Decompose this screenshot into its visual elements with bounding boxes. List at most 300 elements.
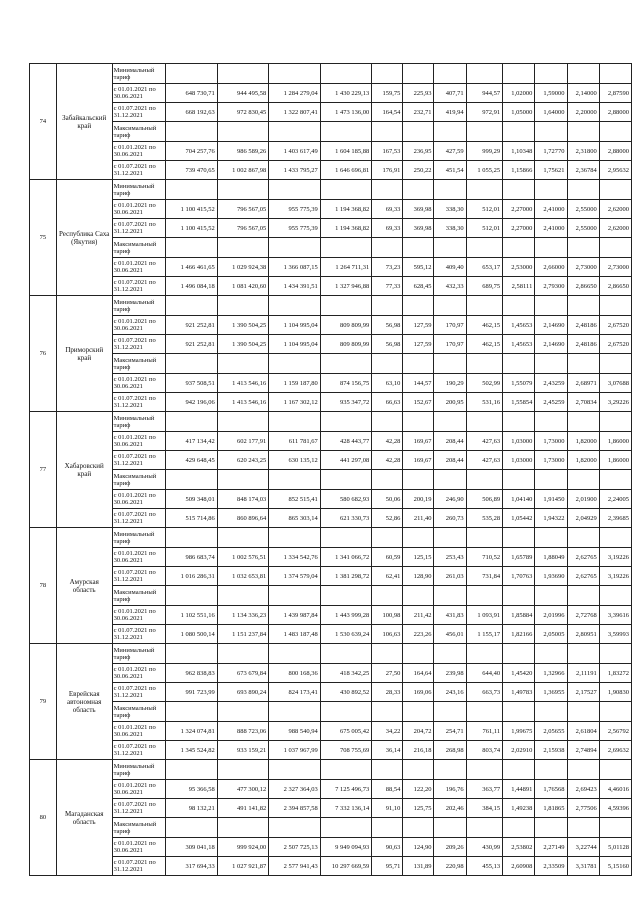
empty-cell: [372, 760, 403, 780]
empty-cell: [372, 64, 403, 84]
value-cell: 418 342,25: [320, 664, 372, 683]
value-cell: 972,91: [466, 103, 502, 122]
empty-cell: [535, 64, 567, 84]
value-cell: 4,46016: [599, 780, 631, 799]
value-cell: 803,74: [466, 741, 502, 760]
value-cell: 2,53000: [503, 258, 535, 277]
value-cell: 127,59: [403, 316, 434, 335]
empty-cell: [503, 238, 535, 258]
value-cell: 1 483 187,48: [269, 625, 321, 644]
empty-cell: [166, 238, 218, 258]
value-cell: 1 443 999,28: [320, 606, 372, 625]
period-label: с 01.07.2021 по 31.12.2021: [112, 161, 166, 180]
tariff-header-row: [30, 296, 632, 316]
value-cell: 1 055,25: [466, 161, 502, 180]
row-number: 74: [30, 64, 57, 180]
empty-cell: [403, 296, 434, 316]
empty-cell: [372, 354, 403, 374]
value-cell: 56,98: [372, 316, 403, 335]
empty-cell: [403, 470, 434, 490]
value-cell: 73,23: [372, 258, 403, 277]
empty-cell: [403, 180, 434, 200]
value-cell: 144,57: [403, 374, 434, 393]
empty-cell: [320, 122, 372, 142]
empty-cell: [269, 470, 321, 490]
empty-cell: [217, 818, 269, 838]
empty-cell: [503, 412, 535, 432]
value-cell: 1 322 807,41: [269, 103, 321, 122]
value-cell: 239,98: [434, 664, 466, 683]
value-cell: 441 297,08: [320, 451, 372, 470]
value-cell: 986 589,26: [217, 142, 269, 161]
value-cell: 1,82166: [503, 625, 535, 644]
value-cell: 1,49783: [503, 683, 535, 702]
value-cell: 944 495,58: [217, 84, 269, 103]
table-row: [30, 277, 632, 296]
value-cell: 1,91450: [535, 490, 567, 509]
period-label: с 01.01.2021 по 30.06.2021: [112, 142, 166, 161]
value-cell: 1 037 967,99: [269, 741, 321, 760]
empty-cell: [434, 122, 466, 142]
value-cell: 1 390 504,25: [217, 316, 269, 335]
value-cell: 170,97: [434, 316, 466, 335]
value-cell: 268,98: [434, 741, 466, 760]
value-cell: 2,73000: [567, 258, 599, 277]
empty-cell: [166, 470, 218, 490]
value-cell: 369,98: [403, 219, 434, 238]
value-cell: 988 540,94: [269, 722, 321, 741]
value-cell: 1,59000: [535, 84, 567, 103]
value-cell: 477 300,12: [217, 780, 269, 799]
value-cell: 208,44: [434, 432, 466, 451]
region-name: Приморский край: [56, 296, 112, 412]
period-label: с 01.01.2021 по 30.06.2021: [112, 722, 166, 741]
value-cell: 933 159,21: [217, 741, 269, 760]
empty-cell: [217, 470, 269, 490]
value-cell: 935 347,72: [320, 393, 372, 412]
empty-cell: [434, 760, 466, 780]
value-cell: 202,46: [434, 799, 466, 818]
empty-cell: [466, 586, 502, 606]
value-cell: 955 775,39: [269, 200, 321, 219]
empty-cell: [434, 702, 466, 722]
empty-cell: [599, 64, 631, 84]
value-cell: 2,20000: [567, 103, 599, 122]
value-cell: 2,74894: [567, 741, 599, 760]
empty-cell: [269, 296, 321, 316]
value-cell: 710,52: [466, 548, 502, 567]
value-cell: 176,91: [372, 161, 403, 180]
tariff-table: [29, 63, 632, 876]
period-label: с 01.01.2021 по 30.06.2021: [112, 316, 166, 335]
empty-cell: [269, 412, 321, 432]
empty-cell: [503, 818, 535, 838]
empty-cell: [372, 238, 403, 258]
value-cell: 2,01900: [567, 490, 599, 509]
value-cell: 225,93: [403, 84, 434, 103]
value-cell: 689,75: [466, 277, 502, 296]
value-cell: 62,41: [372, 567, 403, 586]
value-cell: 338,30: [434, 200, 466, 219]
region-name: Забайкальский край: [56, 64, 112, 180]
value-cell: 223,26: [403, 625, 434, 644]
value-cell: 1 081 420,60: [217, 277, 269, 296]
table-row: [30, 722, 632, 741]
region-name: Магаданская область: [56, 760, 112, 876]
value-cell: 668 192,63: [166, 103, 218, 122]
value-cell: 663,73: [466, 683, 502, 702]
value-cell: 630 135,12: [269, 451, 321, 470]
period-label: с 01.07.2021 по 31.12.2021: [112, 335, 166, 354]
value-cell: 2,36784: [567, 161, 599, 180]
empty-cell: [320, 818, 372, 838]
value-cell: 1 002 867,98: [217, 161, 269, 180]
empty-cell: [320, 64, 372, 84]
table-row: [30, 606, 632, 625]
empty-cell: [217, 528, 269, 548]
value-cell: 1 413 546,16: [217, 374, 269, 393]
empty-cell: [403, 818, 434, 838]
period-label: с 01.01.2021 по 30.06.2021: [112, 548, 166, 567]
value-cell: 232,71: [403, 103, 434, 122]
period-label: с 01.07.2021 по 31.12.2021: [112, 393, 166, 412]
empty-cell: [535, 354, 567, 374]
value-cell: 128,90: [403, 567, 434, 586]
value-cell: 1,55079: [503, 374, 535, 393]
empty-cell: [434, 528, 466, 548]
value-cell: 1 345 524,82: [166, 741, 218, 760]
value-cell: 2,39685: [599, 509, 631, 528]
value-cell: 944,57: [466, 84, 502, 103]
empty-cell: [466, 354, 502, 374]
empty-cell: [403, 238, 434, 258]
value-cell: 796 567,05: [217, 200, 269, 219]
table-row: [30, 857, 632, 876]
value-cell: 462,15: [466, 316, 502, 335]
empty-cell: [372, 818, 403, 838]
empty-cell: [403, 528, 434, 548]
value-cell: 1,70763: [503, 567, 535, 586]
empty-cell: [166, 64, 218, 84]
value-cell: 131,89: [403, 857, 434, 876]
table-row: [30, 451, 632, 470]
empty-cell: [166, 818, 218, 838]
table-row: [30, 316, 632, 335]
value-cell: 167,53: [372, 142, 403, 161]
tariff-type-label: Минимальный тариф: [112, 296, 166, 316]
value-cell: 2,41000: [535, 219, 567, 238]
tariff-type-label: Минимальный тариф: [112, 180, 166, 200]
value-cell: 1,05000: [503, 103, 535, 122]
empty-cell: [567, 180, 599, 200]
value-cell: 169,67: [403, 451, 434, 470]
value-cell: 91,10: [372, 799, 403, 818]
empty-cell: [372, 644, 403, 664]
period-label: с 01.07.2021 по 31.12.2021: [112, 509, 166, 528]
value-cell: 462,15: [466, 335, 502, 354]
value-cell: 456,01: [434, 625, 466, 644]
value-cell: 384,15: [466, 799, 502, 818]
empty-cell: [434, 180, 466, 200]
value-cell: 3,22744: [567, 838, 599, 857]
period-label: с 01.01.2021 по 30.06.2021: [112, 490, 166, 509]
value-cell: 865 303,14: [269, 509, 321, 528]
value-cell: 455,13: [466, 857, 502, 876]
value-cell: 34,22: [372, 722, 403, 741]
value-cell: 2,48186: [567, 316, 599, 335]
value-cell: 27,50: [372, 664, 403, 683]
empty-cell: [599, 818, 631, 838]
value-cell: 2,14690: [535, 316, 567, 335]
empty-cell: [567, 238, 599, 258]
value-cell: 1 439 987,84: [269, 606, 321, 625]
value-cell: 66,63: [372, 393, 403, 412]
value-cell: 1 159 187,80: [269, 374, 321, 393]
value-cell: 429 648,45: [166, 451, 218, 470]
table-row: [30, 780, 632, 799]
empty-cell: [320, 644, 372, 664]
value-cell: 427,63: [466, 451, 502, 470]
region-name: Хабаровский край: [56, 412, 112, 528]
table-row: [30, 548, 632, 567]
region-name: Амурская область: [56, 528, 112, 644]
empty-cell: [599, 238, 631, 258]
value-cell: 2,88000: [599, 103, 631, 122]
value-cell: 693 890,24: [217, 683, 269, 702]
tariff-type-label: Максимальный тариф: [112, 238, 166, 258]
empty-cell: [320, 180, 372, 200]
table-row: [30, 625, 632, 644]
value-cell: 512,01: [466, 219, 502, 238]
tariff-header-row: [30, 818, 632, 838]
value-cell: 56,98: [372, 335, 403, 354]
value-cell: 88,54: [372, 780, 403, 799]
value-cell: 972 830,45: [217, 103, 269, 122]
value-cell: 2,02910: [503, 741, 535, 760]
value-cell: 2,72768: [567, 606, 599, 625]
value-cell: 95 366,58: [166, 780, 218, 799]
empty-cell: [503, 528, 535, 548]
region-name: Республика Саха (Якутия): [56, 180, 112, 296]
empty-cell: [466, 180, 502, 200]
period-label: с 01.01.2021 по 30.06.2021: [112, 606, 166, 625]
region-name: Еврейская автономная область: [56, 644, 112, 760]
value-cell: 125,15: [403, 548, 434, 567]
value-cell: 2,58111: [503, 277, 535, 296]
empty-cell: [320, 586, 372, 606]
empty-cell: [567, 760, 599, 780]
empty-cell: [320, 296, 372, 316]
value-cell: 2,80951: [567, 625, 599, 644]
value-cell: 1,86000: [599, 451, 631, 470]
empty-cell: [567, 412, 599, 432]
empty-cell: [434, 412, 466, 432]
empty-cell: [217, 412, 269, 432]
value-cell: 2,86650: [599, 277, 631, 296]
empty-cell: [217, 238, 269, 258]
value-cell: 2,86650: [567, 277, 599, 296]
value-cell: 1,93690: [535, 567, 567, 586]
value-cell: 10 297 669,59: [320, 857, 372, 876]
empty-cell: [320, 412, 372, 432]
value-cell: 363,77: [466, 780, 502, 799]
value-cell: 1,45653: [503, 335, 535, 354]
empty-cell: [567, 586, 599, 606]
value-cell: 955 775,39: [269, 219, 321, 238]
table-row: [30, 103, 632, 122]
value-cell: 2 507 725,13: [269, 838, 321, 857]
value-cell: 653,17: [466, 258, 502, 277]
empty-cell: [320, 528, 372, 548]
empty-cell: [535, 818, 567, 838]
value-cell: 1 002 576,51: [217, 548, 269, 567]
value-cell: 1 604 185,88: [320, 142, 372, 161]
value-cell: 1,72770: [535, 142, 567, 161]
empty-cell: [434, 644, 466, 664]
value-cell: 2,43259: [535, 374, 567, 393]
empty-cell: [269, 180, 321, 200]
value-cell: 419,94: [434, 103, 466, 122]
tariff-type-label: Максимальный тариф: [112, 702, 166, 722]
empty-cell: [599, 470, 631, 490]
value-cell: 451,54: [434, 161, 466, 180]
value-cell: 1 264 711,31: [320, 258, 372, 277]
value-cell: 512,01: [466, 200, 502, 219]
empty-cell: [599, 760, 631, 780]
empty-cell: [599, 296, 631, 316]
value-cell: 595,12: [403, 258, 434, 277]
value-cell: 1,36955: [535, 683, 567, 702]
empty-cell: [403, 64, 434, 84]
value-cell: 1 151 237,84: [217, 625, 269, 644]
value-cell: 2,69423: [567, 780, 599, 799]
value-cell: 407,71: [434, 84, 466, 103]
value-cell: 3,31781: [567, 857, 599, 876]
value-cell: 1 466 461,65: [166, 258, 218, 277]
value-cell: 2,87590: [599, 84, 631, 103]
table-row: [30, 84, 632, 103]
period-label: с 01.01.2021 по 30.06.2021: [112, 664, 166, 683]
period-label: с 01.01.2021 по 30.06.2021: [112, 432, 166, 451]
empty-cell: [503, 296, 535, 316]
value-cell: 2,67520: [599, 335, 631, 354]
value-cell: 1 093,91: [466, 606, 502, 625]
value-cell: 430 892,52: [320, 683, 372, 702]
empty-cell: [166, 180, 218, 200]
value-cell: 127,59: [403, 335, 434, 354]
empty-cell: [599, 702, 631, 722]
empty-cell: [217, 760, 269, 780]
value-cell: 124,90: [403, 838, 434, 857]
value-cell: 848 174,03: [217, 490, 269, 509]
value-cell: 1 194 368,82: [320, 219, 372, 238]
value-cell: 204,72: [403, 722, 434, 741]
table-row: [30, 374, 632, 393]
value-cell: 63,10: [372, 374, 403, 393]
value-cell: 1,49238: [503, 799, 535, 818]
value-cell: 1 430 229,13: [320, 84, 372, 103]
value-cell: 317 694,33: [166, 857, 218, 876]
value-cell: 708 755,69: [320, 741, 372, 760]
empty-cell: [403, 702, 434, 722]
empty-cell: [269, 586, 321, 606]
empty-cell: [166, 586, 218, 606]
row-number: 80: [30, 760, 57, 876]
value-cell: 2,62000: [599, 219, 631, 238]
empty-cell: [434, 586, 466, 606]
value-cell: 1,88049: [535, 548, 567, 567]
value-cell: 9 949 094,93: [320, 838, 372, 857]
empty-cell: [217, 122, 269, 142]
tariff-type-label: Минимальный тариф: [112, 644, 166, 664]
value-cell: 1 366 087,15: [269, 258, 321, 277]
empty-cell: [599, 354, 631, 374]
empty-cell: [434, 818, 466, 838]
empty-cell: [599, 528, 631, 548]
value-cell: 1,94322: [535, 509, 567, 528]
empty-cell: [269, 64, 321, 84]
value-cell: 2,15938: [535, 741, 567, 760]
value-cell: 250,22: [403, 161, 434, 180]
empty-cell: [217, 586, 269, 606]
value-cell: 200,19: [403, 490, 434, 509]
value-cell: 211,42: [403, 606, 434, 625]
period-label: с 01.01.2021 по 30.06.2021: [112, 258, 166, 277]
tariff-header-row: [30, 644, 632, 664]
value-cell: 2,14690: [535, 335, 567, 354]
value-cell: 7 125 496,73: [320, 780, 372, 799]
value-cell: 1,75621: [535, 161, 567, 180]
table-row: [30, 509, 632, 528]
value-cell: 2,31800: [567, 142, 599, 161]
empty-cell: [466, 470, 502, 490]
empty-cell: [434, 354, 466, 374]
value-cell: 261,03: [434, 567, 466, 586]
value-cell: 209,26: [434, 838, 466, 857]
empty-cell: [403, 760, 434, 780]
value-cell: 2,53802: [503, 838, 535, 857]
empty-cell: [372, 702, 403, 722]
value-cell: 1 473 136,00: [320, 103, 372, 122]
empty-cell: [535, 760, 567, 780]
value-cell: 644,40: [466, 664, 502, 683]
value-cell: 417 134,42: [166, 432, 218, 451]
empty-cell: [599, 180, 631, 200]
value-cell: 991 723,99: [166, 683, 218, 702]
tariff-header-row: [30, 702, 632, 722]
value-cell: 3,19226: [599, 548, 631, 567]
value-cell: 739 470,65: [166, 161, 218, 180]
empty-cell: [503, 760, 535, 780]
value-cell: 502,99: [466, 374, 502, 393]
value-cell: 1 016 286,31: [166, 567, 218, 586]
value-cell: 2,33509: [535, 857, 567, 876]
empty-cell: [403, 412, 434, 432]
value-cell: 254,71: [434, 722, 466, 741]
empty-cell: [166, 760, 218, 780]
value-cell: 796 567,05: [217, 219, 269, 238]
empty-cell: [434, 64, 466, 84]
value-cell: 1,45653: [503, 316, 535, 335]
empty-cell: [567, 354, 599, 374]
empty-cell: [599, 644, 631, 664]
value-cell: 602 177,91: [217, 432, 269, 451]
value-cell: 1 029 924,38: [217, 258, 269, 277]
value-cell: 98 132,21: [166, 799, 218, 818]
value-cell: 704 257,76: [166, 142, 218, 161]
period-label: с 01.07.2021 по 31.12.2021: [112, 103, 166, 122]
value-cell: 2 394 857,58: [269, 799, 321, 818]
